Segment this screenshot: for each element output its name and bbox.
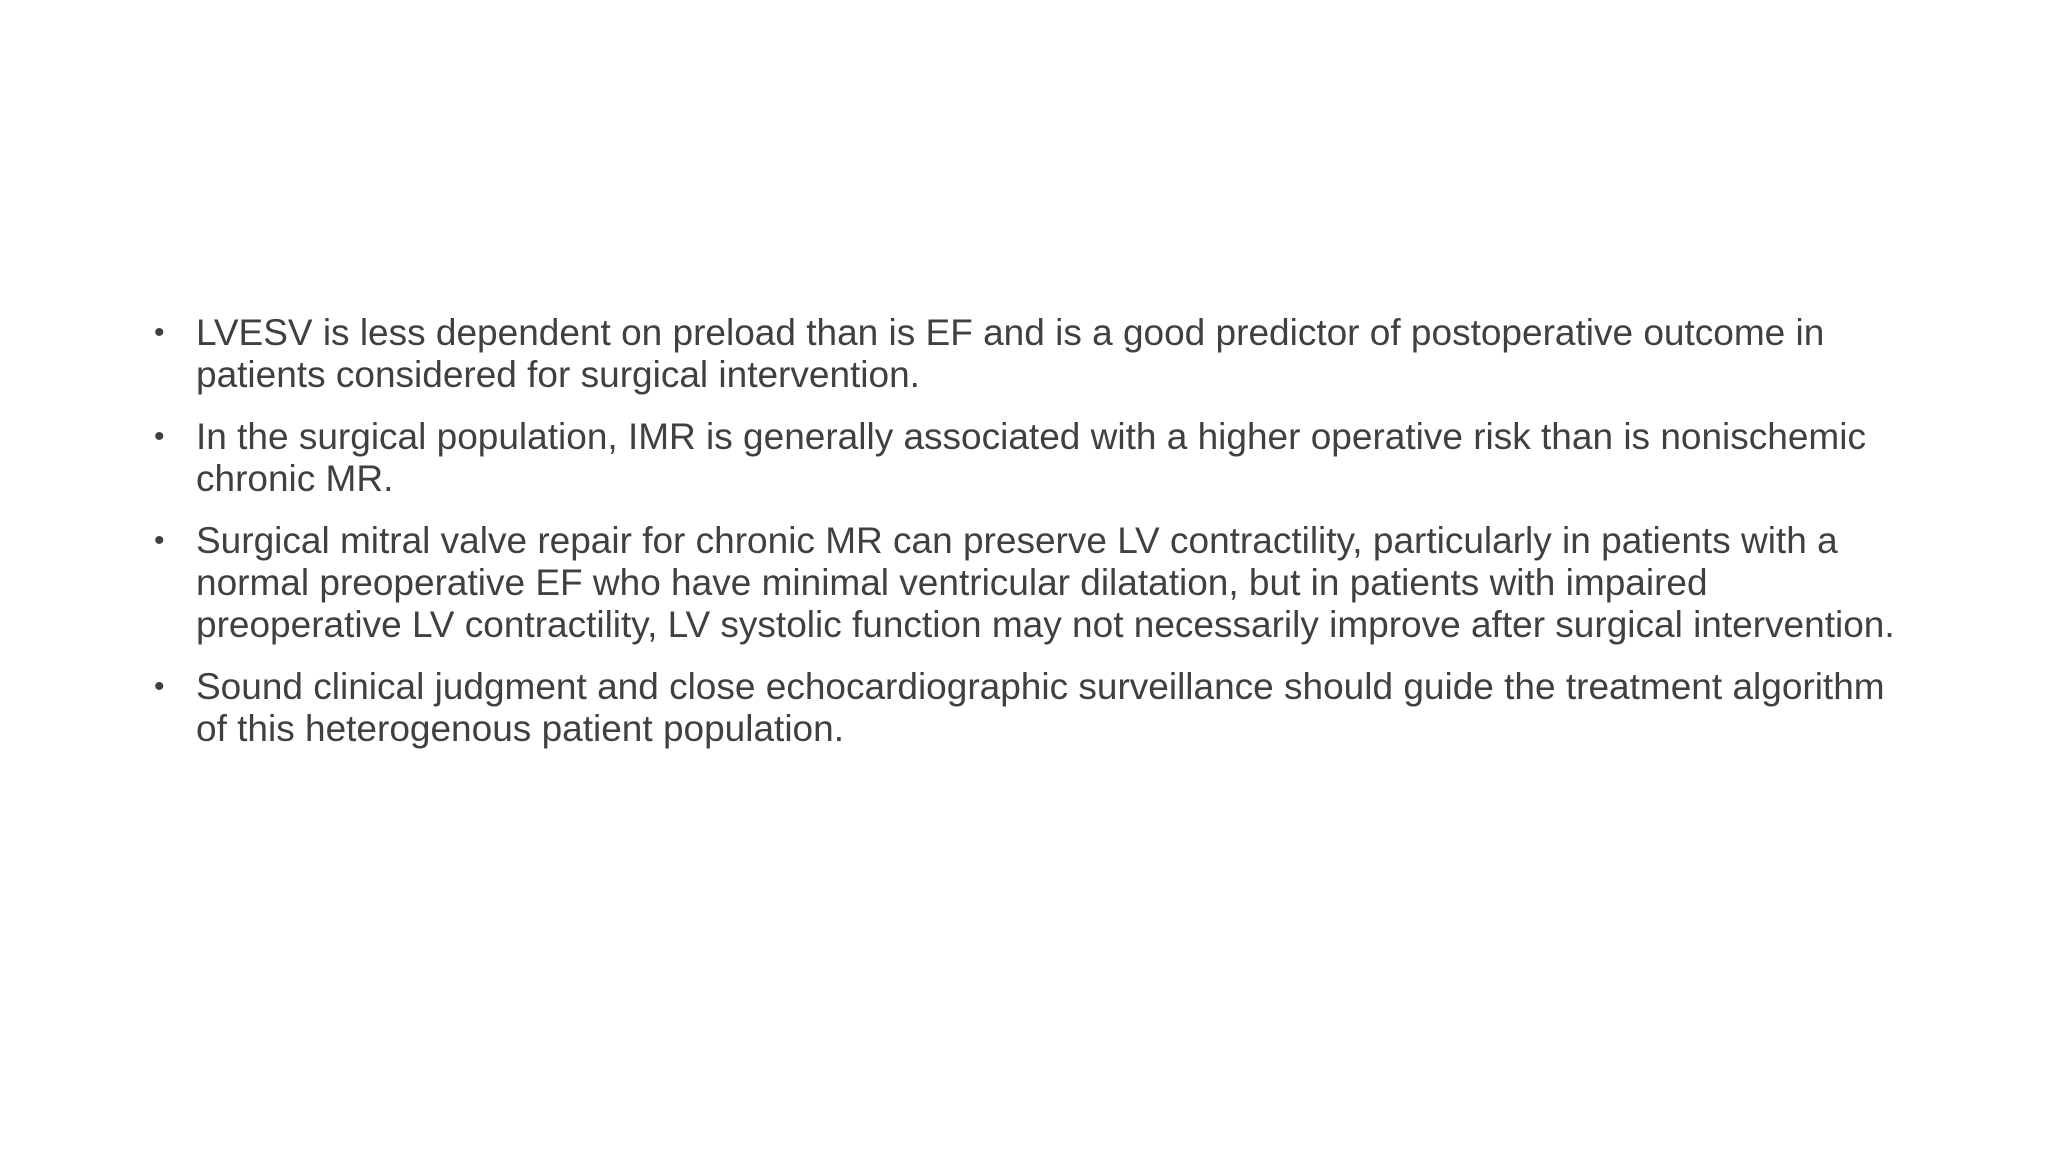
bullet-marker: • [154,420,165,453]
bullet-item [150,520,1910,646]
bullet-item [150,416,1910,500]
bullet-marker: • [154,316,165,349]
bullet-item [150,312,1910,396]
bullet-text: In the surgical population, IMR is generally associated with a higher operative risk than is nonischemic chronic MR. [196,416,1866,499]
bullet-item [150,666,1910,750]
bullet-text: Sound clinical judgment and close echocardiographic surveillance should guide the treatment algorithm of this heterogenous patient population. [196,666,1885,749]
bullet-text: Surgical mitral valve repair for chronic MR can preserve LV contractility, particularly in patients with a normal preoperative EF who have minimal ventricular dilatation, but in patients with impaired preoperative LV contractility, LV systolic function may not necessarily improve after surgical intervention. [196,520,1895,645]
bullet-text: LVESV is less dependent on preload than is EF and is a good predictor of postoperative outcome in patients considered for surgical intervention. [196,312,1825,395]
bullet-marker: • [154,524,165,557]
bullet-marker: • [154,670,165,703]
bullet-list [150,312,1910,770]
